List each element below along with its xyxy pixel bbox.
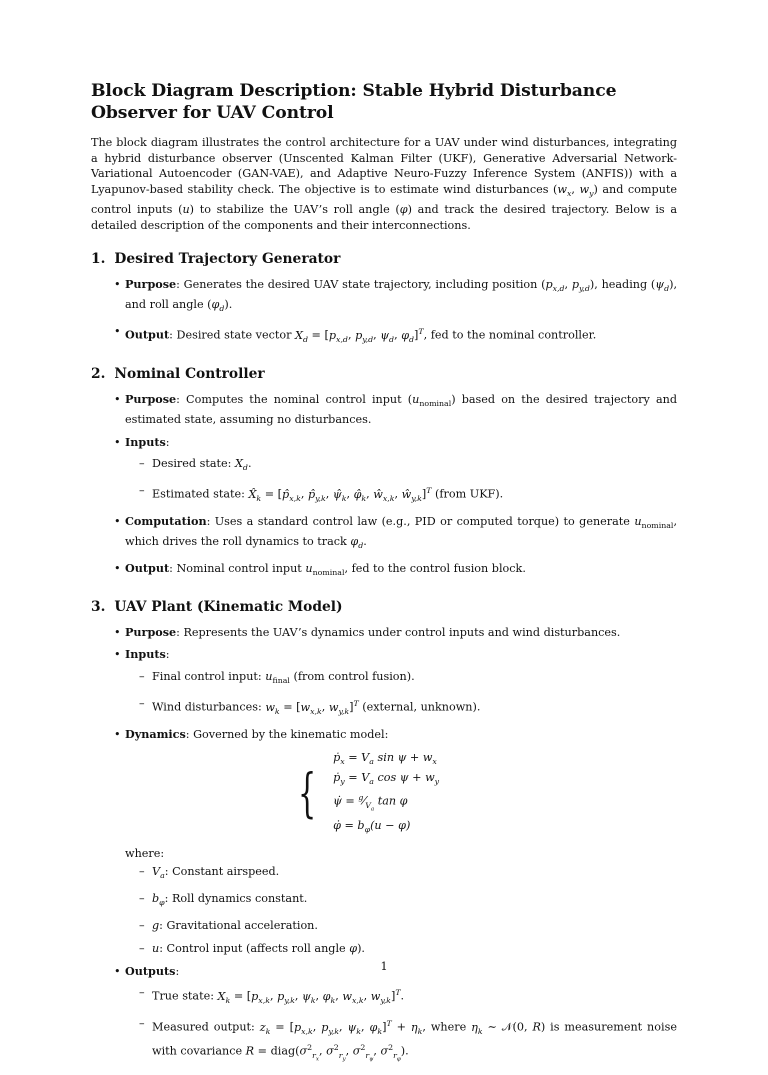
brace-symbol: { [298,763,317,824]
section-3-list [91,625,677,743]
where-container [91,864,677,956]
sub-list-item: – Desired state: $X_d$. [139,457,252,473]
list-item: • Inputs: – Final control input: $u_{final}$ (from control fusion). – Wind disturbances: $w_k = [w_{x,k}$, $w_{y,k}]^T$ (external, unknown). [91,647,677,719]
list-item: • Dynamics: Governed by the kinematic model: [114,726,389,741]
list-item: • Inputs: – Desired state: $X_d$. – Estimated state: $X̂_k$ = [$p̂_{x,k}$, $p̂_{y,k}$, $\psî_k$, $\varphî_k$, $ŵ_{x,k}$, $ŵ_{y,k}]^T$ (from UKF). [91,435,677,507]
list-item: • Outputs: – True state: $X_k = [p_{x,k}$, $p_{y,k}$, $\psi_k$, $\varphi_k$, $w_{x,k}$, $w_{y,k}]^T$. – Measured output: $z_k = [p_{x,k}$, $p_{y,k}$, $\psi_k$, $\varphi_k]^T + \eta_k$, where $\eta_k$ ∼ 𝒩(0, R) is measurement noise with covariance $R = diag(\sigma^2_{r_x}$, $\sigma^2_{r_y}$, $\sigma^2_{r_\psi}$, $\sigma^2_{r_\varphi}$). [91,964,677,1068]
sub-list-item: – True state: $X_k = [p_{x,k}$, $p_{y,k}$, $\psi_k$, $\varphi_k$, $w_{x,k}$, $w_{y,k}]^T$. [139,986,405,1006]
list-item: • Computation: Uses a standard control law (e.g., PID or computed torque) to generate $u_{nominal}$, which drives the roll dynamics to track $\varphi_d$. [114,513,677,551]
equation-line: ṗ$_y$ = $V_a$ $\cos \psi + w_y$ [333,771,440,787]
sub-list-item: – u: Control input (affects roll angle φ). [139,941,365,955]
sub-list-item: – $V_a$: Constant airspeed. [139,865,280,881]
list-item: • Purpose: Represents the UAV’s dynamics under control inputs and wind disturbances. [114,624,621,639]
sub-list-item: – $b_\varphi$: Roll dynamics constant. [139,892,308,908]
sub-list-item: – g: Gravitational acceleration. [139,919,318,933]
list-item: • Output: Desired state vector $X_d = [p_{x,d}$, $p_{y,d}$, $\psi_d$, $\varphi_d]^T$, fed to the nominal controller. [114,325,597,345]
kinematic-equations [298,750,677,837]
section-1-list [91,277,677,348]
intro-paragraph: The block diagram illustrates the control architecture for a UAV under wind disturbances, integrating a hybrid disturbance observer (Unscented Kalman Filter (UKF), Generative Adversarial Network-Variational Autoencoder (GAN-VAE), and Adaptive Neuro-Fuzzy Inference System (ANFIS)) with a Lyapunov-based stability check. The objective is to estimate wind disturbances ($w_x$, $w_y$) and compute control inputs (u) to stabilize the UAV’s roll angle (φ) and track the desired trajectory. Below is a detailed description of the components and their interconnections. [91,136,678,232]
where-label: where: [125,847,165,861]
sub-list-item: – Estimated state: $X̂_k$ = [$p̂_{x,k}$, $p̂_{y,k}$, $\psî_k$, $\varphî_k$, $ŵ_{x,k}$, $ŵ_{y,k}]^T$ (from UKF). [139,484,504,504]
section-heading-3: 3. UAV Plant (Kinematic Model) [91,598,343,615]
section-heading-2: 2. Nominal Controller [91,366,265,382]
document-page [91,80,677,1075]
equation-line: φ̇ = $b_\varphi(u - \varphi)$ [333,818,411,834]
section-2-list [91,392,677,581]
list-item: • Output: Nominal control input $u_{nominal}$, fed to the control fusion block. [114,560,526,578]
equation-line: ψ̇ = $^g⁄_{V_a}$ tan φ [333,792,408,813]
page-title: Block Diagram Description: Stable Hybrid Disturbance Observer for UAV Control [91,81,617,123]
sub-list-item: – Final control input: $u_{final}$ (from control fusion). [139,670,415,686]
list-item: • Purpose: Computes the nominal control input $(u_{nominal})$ based on the desired trajectory and estimated state, assuming no disturbances. [114,392,677,426]
page-number: 1 [380,960,388,973]
sub-list-item: – Measured output: $z_k = [p_{x,k}$, $p_{y,k}$, $\psi_k$, $\varphi_k]^T + \eta_k$, where $\eta_k$ ∼ 𝒩(0, R) is measurement noise with covariance $R = diag(\sigma^2_{r_x}$, $\sigma^2_{r_y}$, $\sigma^2_{r_\psi}$, $\sigma^2_{r_\varphi}$). [139,1017,677,1063]
list-item: • Purpose: Generates the desired UAV state trajectory, including position ($p_{x,d}$, $p_{y,d}$), heading $(\psi_d)$, and roll angle $(\varphi_d)$. [114,277,677,314]
equation-line: ṗ$_x$ = $V_a$ $\sin \psi + w_x$ [333,751,437,767]
section-heading-1: 1. Desired Trajectory Generator [91,251,341,268]
sub-list-item: – Wind disturbances: $w_k = [w_{x,k}$, $w_{y,k}]^T$ (external, unknown). [139,697,481,717]
